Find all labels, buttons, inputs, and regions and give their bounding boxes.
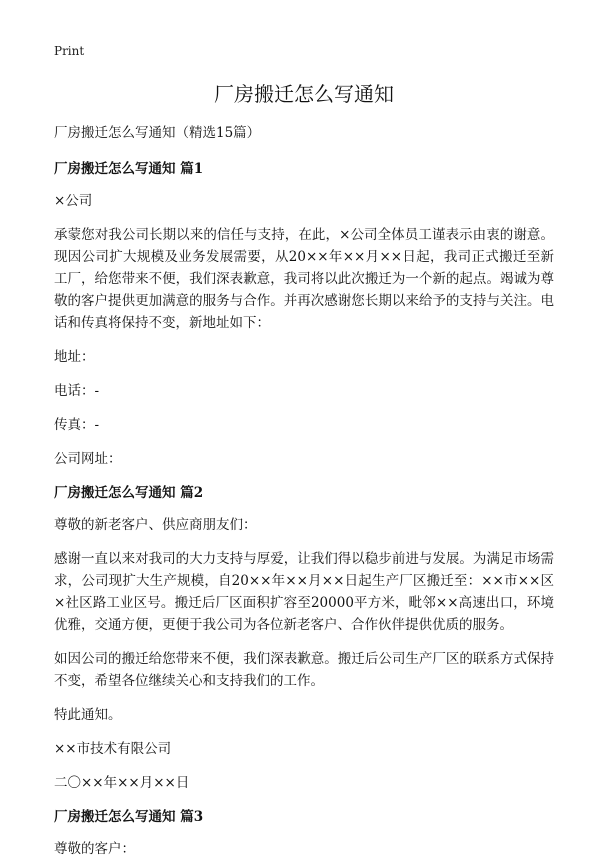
body-paragraph: 如因公司的搬迁给您带来不便，我们深表歉意。搬迁后公司生产厂区的联系方式保持不变，希望各位继续关心和支持我们的工作。 [54,651,554,689]
recipient-line: 尊敬的新老客户、供应商朋友们： [54,517,257,533]
website-line: 公司网址： [54,451,122,467]
section-heading: 厂房搬迁怎么写通知 篇3 [54,809,204,825]
page-title: 厂房搬迁怎么写通知 [214,82,394,106]
signature-date: 二〇××年××月××日 [54,775,190,791]
phone-line: 电话：- [54,383,100,399]
section-1 [54,158,554,470]
section-heading: 厂房搬迁怎么写通知 篇1 [54,161,204,177]
address-line: 地址： [54,349,95,365]
document-subtitle: 厂房搬迁怎么写通知（精选15篇） [54,125,261,141]
closing-line: 特此通知。 [54,707,122,723]
print-link[interactable]: Print [54,44,85,58]
fax-line: 传真：- [54,417,100,433]
signature-company: ××市技术有限公司 [54,741,172,757]
section-2 [54,482,554,794]
recipient-line: ×公司 [54,193,93,209]
body-paragraph: 承蒙您对我公司长期以来的信任与支持，在此，×公司全体员工谨表示由衷的谢意。现因公司扩大规模及业务发展需要，从20××年××月××日起，我司正式搬迁至新工厂，给您带来不便，我们深表歉意，我司将以此次搬迁为一个新的起点。竭诚为尊敬的客户提供更加满意的服务与合作。并再次感谢您长期以来给予的支持与关注。电话和传真将保持不变，新地址如下： [54,227,554,331]
body-paragraph: 感谢一直以来对我司的大力支持与厚爱，让我们得以稳步前进与发展。为满足市场需求，公司现扩大生产规模，自20××年××月××日起生产厂区搬迁至：××市××区×社区路工业区号。搬迁后厂区面积扩容至20000平方米，毗邻××高速出口，环境优雅，交通方便，更便于我公司为各位新老客户、合作伙伴提供优质的服务。 [54,551,554,633]
section-heading: 厂房搬迁怎么写通知 篇2 [54,485,204,501]
recipient-line: 尊敬的客户： [54,841,135,857]
section-3 [54,806,554,860]
